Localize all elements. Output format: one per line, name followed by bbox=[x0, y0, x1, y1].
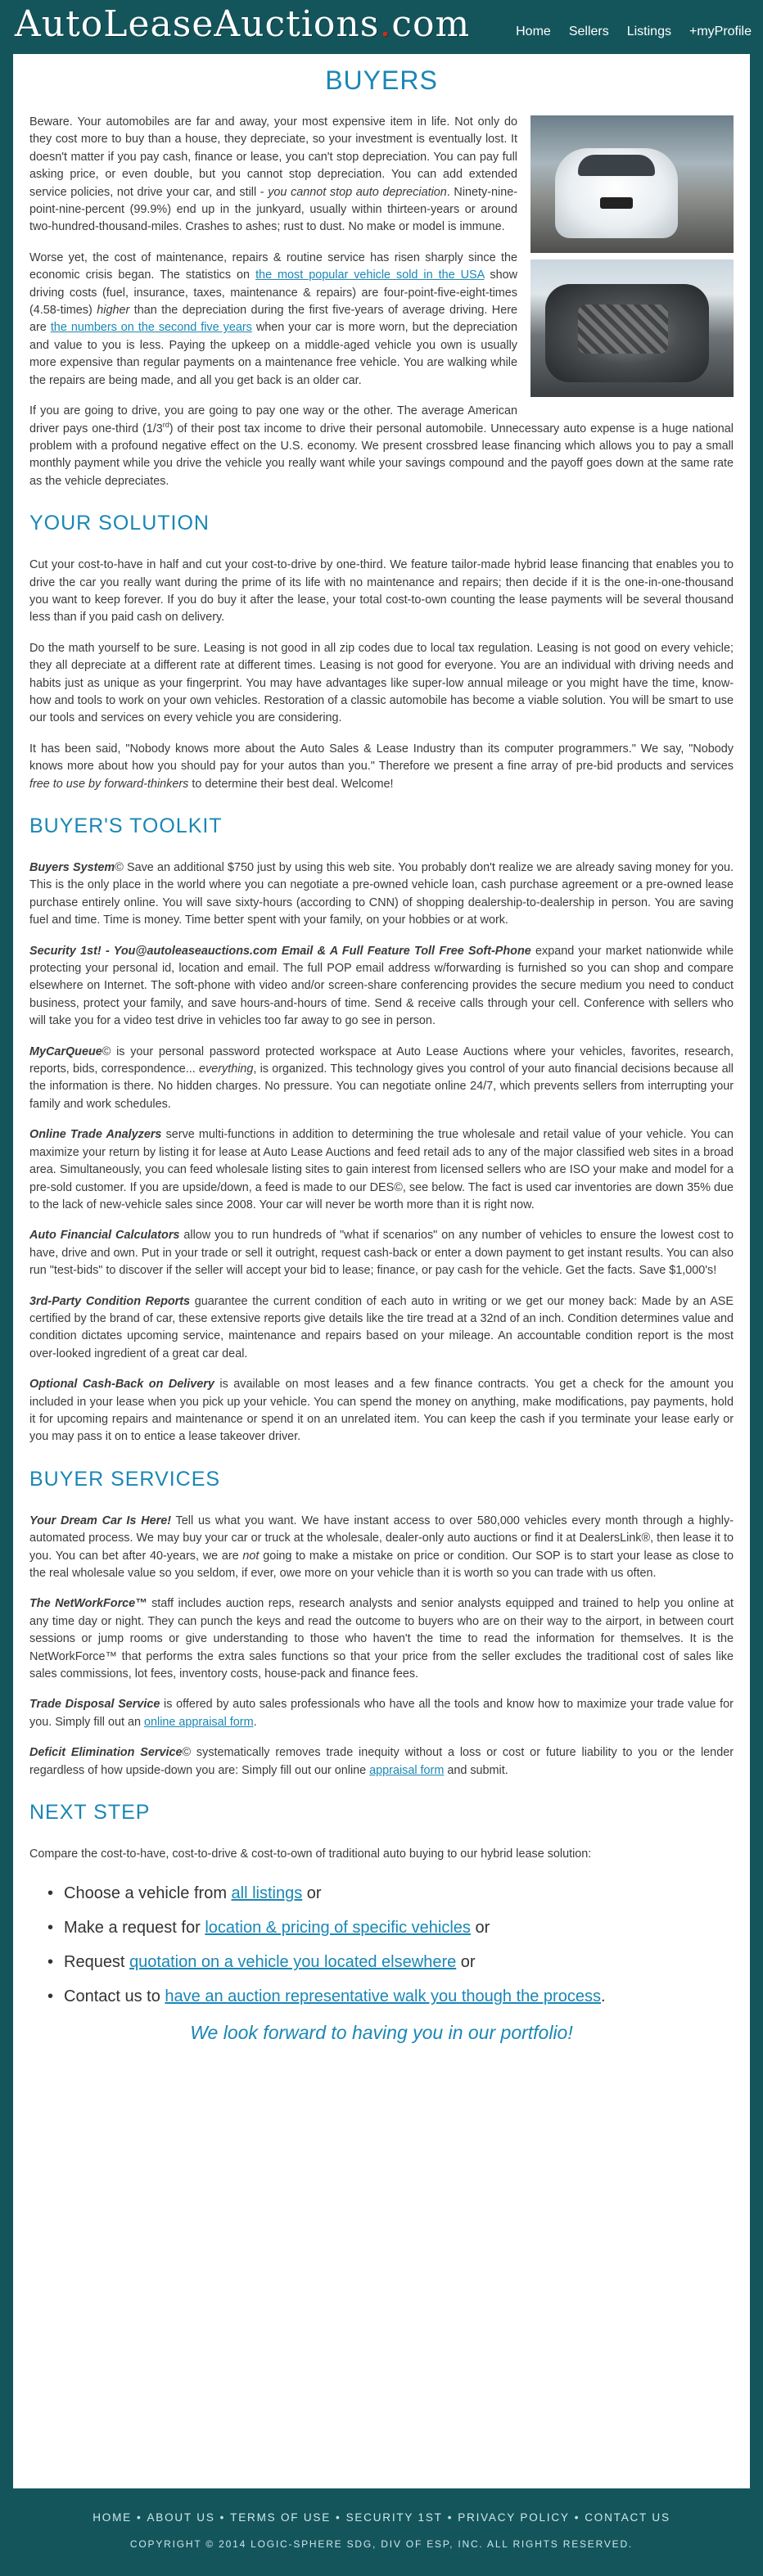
toolkit-item-trade-analyzers: Online Trade Analyzers serve multi-functions in addition to determining the true wholesale and retail value of your vehicle. You can maximize your return by listing it for lease at Auto Lease Auctions and feed retail ads to any of the major classified web sites in a broad area. Simultaneously, you can feed wholesale listing sites to gain interest from licensed sellers who are ISO your make and model for a pre-sold customer. If you are upside/down, a feed is made to our DES©, see below. The fact is used car inventories are down 35% due to the lack of new-vehicle sales since 2008. Your car will never be worth more than it is right now. bbox=[29, 1128, 734, 1211]
intro-paragraph-2: Worse yet, the cost of maintenance, repairs & routine service has risen sharply since the economic crisis began. The statistics on the most popular vehicle sold in the USA show driving costs (fuel, insurance, taxes, maintenance & repairs) are four-point-five-eight-times (4.58-times) higher than the depreciation during the first five-years of average driving. Here are the numbers on the second five years when your car is more worn, but the depreciation and value to you is less. Paying the upkeep on a middle-aged vehicle you own is usually more expensive than regular payments on a maintenance free vehicle. You are walking while the repairs are being made, and all you get back is an older car. bbox=[29, 250, 517, 387]
toolkit-heading: BUYER'S TOOLKIT bbox=[29, 814, 223, 837]
footer-terms-link[interactable]: TERMS OF USE bbox=[230, 2511, 332, 2524]
next-step-heading: NEXT STEP bbox=[29, 1801, 151, 1825]
nav-myprofile[interactable]: +myProfile bbox=[689, 25, 752, 38]
logo-suffix: com bbox=[391, 3, 471, 45]
popular-vehicle-link[interactable]: the most popular vehicle sold in the USA bbox=[255, 268, 485, 282]
location-pricing-link[interactable]: location & pricing of specific vehicles bbox=[205, 1919, 471, 1938]
service-trade-disposal: Trade Disposal Service is offered by auto sales professionals who have all the tools and know how to maximize your trade value for you. Simply fill out an online appraisal form. bbox=[29, 1698, 734, 1729]
second-five-years-link[interactable]: the numbers on the second five years bbox=[50, 321, 252, 335]
intro-section bbox=[29, 114, 734, 490]
engine-bay-photo bbox=[530, 259, 734, 397]
list-item: • Make a request for location & pricing of specific vehicles or bbox=[47, 1917, 734, 1938]
toolkit-item-security: Security 1st! - You@autoleaseauctions.com Email & A Full Feature Toll Free Soft-Phone expand your market nationwide while protecting your personal id, location and email. The full POP email address w/forwarding is furnished so you can shop and compare elsewhere on Internet. The soft-phone with video and/or screen-share conferencing provides the secure medium you need to conduct business, protect your family, and save hours-and-hours of time. Send & receive calls through your cell. Conference with sellers who will take you for a video test drive in vehicles too far away to go see in person. bbox=[29, 944, 734, 1028]
site-header bbox=[0, 0, 763, 57]
next-step-list bbox=[47, 1883, 734, 2007]
solution-paragraph-2: Do the math yourself to be sure. Leasing is not good in all zip codes due to local tax regulation. Leasing is not good on every vehicle; they all depreciate at a different rate at different times. Leasing is not good for everyone. You are an individual with driving needs and habits just as unique as your fingerprint. You may have advantages like super-low annual mileage or you might have the time, know-how and tools to work on your own vehicles. Restoration of a classic automobile has become a viable solution. You will be smart to use our tools and services on every vehicle you are considering. bbox=[29, 641, 734, 725]
footer-separator: • bbox=[336, 2511, 341, 2524]
content-panel bbox=[13, 54, 750, 2488]
services-heading: BUYER SERVICES bbox=[29, 1467, 221, 1491]
site-logo[interactable] bbox=[15, 3, 470, 45]
auction-rep-link[interactable]: have an auction representative walk you though the process bbox=[165, 1987, 601, 2006]
list-item: • Request quotation on a vehicle you located elsewhere or bbox=[47, 1951, 734, 1973]
logo-dot: . bbox=[379, 3, 392, 45]
footer-home-link[interactable]: HOME bbox=[93, 2511, 132, 2524]
top-nav bbox=[516, 25, 752, 39]
nav-sellers[interactable]: Sellers bbox=[568, 25, 609, 38]
page-title: BUYERS bbox=[325, 65, 438, 95]
intro-emphasis: you cannot stop auto depreciation bbox=[268, 185, 447, 199]
photo-column bbox=[530, 115, 734, 404]
footer-contact-link[interactable]: CONTACT US bbox=[585, 2511, 670, 2524]
footer-security-link[interactable]: SECURITY 1ST bbox=[345, 2511, 443, 2524]
footer-separator: • bbox=[136, 2511, 142, 2524]
solution-paragraph-1: Cut your cost-to-have in half and cut your cost-to-drive by one-third. We feature tailor-made hybrid lease financing that enables you to drive the car you really want during the prime of its life with no maintenance and repairs; then decide if it is the one-in-one-thousand you want to keep forever. If you do buy it after the lease, your total cost-to-own counting the lease payments will be several thousand less than if you paid cash on delivery. bbox=[29, 558, 734, 625]
nav-home[interactable]: Home bbox=[516, 25, 551, 38]
toolkit-item-buyers-system: Buyers System© Save an additional $750 just by using this web site. You probably don't realize we are already saving money for you. This is the only place in the world where you can negotiate a pre-owned vehicle loan, cash purchase agreement or a pre-owned lease purchase entirely online. You will save sixty-hours (according to CNN) of shopping dealership-to-dealership in person. You are saving fuel and time. Time is money. Time better spent with your family, on your hobbies or at work. bbox=[29, 861, 734, 927]
footer-privacy-link[interactable]: PRIVACY POLICY bbox=[458, 2511, 570, 2524]
solution-heading: YOUR SOLUTION bbox=[29, 512, 210, 535]
service-dream-car: Your Dream Car Is Here! Tell us what you want. We have instant access to over 580,000 vehicles every month through a highly-automated process. We may buy your car or truck at the wholesale, dealer-only auto auctions or find it at DealersLink®, then lease it to you. You can bet after 40-years, we are not going to make a mistake on price or condition. Our SOP is to start your lease as close to the real wholesale value so you seldom, if ever, owe more on your vehicle than it is worth so you can trade with us often. bbox=[29, 1514, 734, 1580]
quotation-link[interactable]: quotation on a vehicle you located elsewhere bbox=[129, 1953, 457, 1972]
bmw-front-photo bbox=[530, 115, 734, 253]
footer-separator: • bbox=[447, 2511, 454, 2524]
footer-about-link[interactable]: ABOUT US bbox=[147, 2511, 215, 2524]
footer-nav bbox=[0, 2511, 763, 2524]
engine-shape bbox=[545, 284, 709, 382]
all-listings-link[interactable]: all listings bbox=[231, 1884, 303, 1903]
service-networkforce: The NetWorkForce™ staff includes auction reps, research analysts and senior analysts equipped and trained to help you online at any time day or night. They can punch the keys and read the outcome to buyers who are on their way to the airport, in between court sessions or jump rooms or give understanding to those who haven't the time to read the information for themselves. It is the NetWorkForce™ that performs the extra sales functions so that your price from the seller excludes the traditional cost of sales like sales commissions, lot fees, inventory costs, house-pack and finance fees. bbox=[29, 1597, 734, 1681]
footer-separator: • bbox=[574, 2511, 580, 2524]
toolkit-item-cash-back: Optional Cash-Back on Delivery is available on most leases and a few finance contracts. You get a check for the amount you included in your lease when you pick up your vehicle. You can spend the money on anything, make modifications, pay payments, hold it for upcoming repairs and maintenance or spend it on an unrelated item. You can keep the cash if you terminate your lease early or you may pass it on to entice a lease takeover driver. bbox=[29, 1378, 734, 1444]
footer-separator: • bbox=[219, 2511, 226, 2524]
toolkit-item-mycarqueue: MyCarQueue© is your personal password protected workspace at Auto Lease Auctions where your vehicles, favorites, research, reports, bids, correspondence... everything, is organized. This technology gives you control of your auto financial decisions because all the information is there. No hidden charges. No pressure. You can negotiate online 24/7, which prevents sellers from interrupting your family and work schedules. bbox=[29, 1044, 734, 1111]
list-item: • Choose a vehicle from all listings or bbox=[47, 1883, 734, 1904]
intro-paragraph-3: If you are going to drive, you are going to pay one way or the other. The average American driver pays one-third (1/3rd) of their post tax income to drive their personal automobile. Unnecessary auto expense is a huge national problem with a profound negative effect on the U.S. economy. We present crossbred lease financing which allows you to pay a small monthly payment while you drive the vehicle you really want while your savings compound and the payoff goes down at the same rate as the vehicle depreciates. bbox=[29, 404, 734, 488]
solution-paragraph-3: It has been said, "Nobody knows more about the Auto Sales & Lease Industry than its computer programmers." We say, "Nobody knows more about how you should pay for your autos than you." Therefore we present a fine array of pre-bid products and services free to use by forward-thinkers to determine their best deal. Welcome! bbox=[29, 742, 734, 791]
toolkit-item-condition-reports: 3rd-Party Condition Reports guarantee the current condition of each auto in writing or we get our money back: Made by an ASE certified by the brand of car, these extensive reports give details like the tire tread at a 32nd of an inch. Condition determines value and condition dictates upcoming service, maintenance and repairs based on your mileage. An accountable condition report is the most over-looked ingredient of a great car deal. bbox=[29, 1294, 734, 1360]
intro-paragraph-1: Beware. Your automobiles are far and away, your most expensive item in life. Not only do they cost more to buy than a house, they depreciate, so your investment is eventually lost. It doesn't matter if you pay cash, finance or lease, you can't stop depreciation. You can pay full asking price, or even double, but you cannot stop depreciation. You can add extended service policies, not drive your car, and still - you cannot stop auto depreciation. Ninety-nine-point-nine-percent (99.9%) end up in the junkyard, usually within thirteen-years or around two-hundred-thousand-miles. Crashes to ashes; rust to dust. No make or model is immune. bbox=[29, 115, 518, 234]
next-step-intro: Compare the cost-to-have, cost-to-drive & cost-to-own of traditional auto buying to our hybrid lease solution: bbox=[29, 1847, 592, 1861]
closing-message: We look forward to having you in our portfolio! bbox=[190, 2022, 573, 2044]
site-footer bbox=[0, 2488, 763, 2576]
nav-listings[interactable]: Listings bbox=[626, 25, 671, 38]
logo-text: AutoLeaseAuctions bbox=[15, 3, 380, 45]
online-appraisal-form-link[interactable]: online appraisal form bbox=[143, 1715, 254, 1729]
appraisal-form-link[interactable]: appraisal form bbox=[369, 1763, 445, 1777]
list-item: • Contact us to have an auction representative walk you though the process. bbox=[47, 1986, 734, 2007]
car-shape bbox=[555, 148, 678, 238]
copyright-text: COPYRIGHT © 2014 LOGIC-SPHERE SDG, DIV OF ESP, INC. ALL RIGHTS RESERVED. bbox=[129, 2538, 634, 2550]
service-deficit-elimination: Deficit Elimination Service© systematically removes trade inequity without a loss or cost or future liability to you or the lender regardless of how upside-down you are: Simply fill out our online appraisal form and submit. bbox=[29, 1746, 734, 1777]
toolkit-item-calculators: Auto Financial Calculators allow you to run hundreds of "what if scenarios" on any number of vehicles to ensure the lowest cost to have, drive and own. Put in your trade or sell it outright, request cash-back or enter a down payment to get instant results. You can also run "test-bids" to discover if the seller will accept your bid to lease; finance, or pay cash for the vehicle. Get the facts. Save $1,000's! bbox=[29, 1229, 734, 1278]
